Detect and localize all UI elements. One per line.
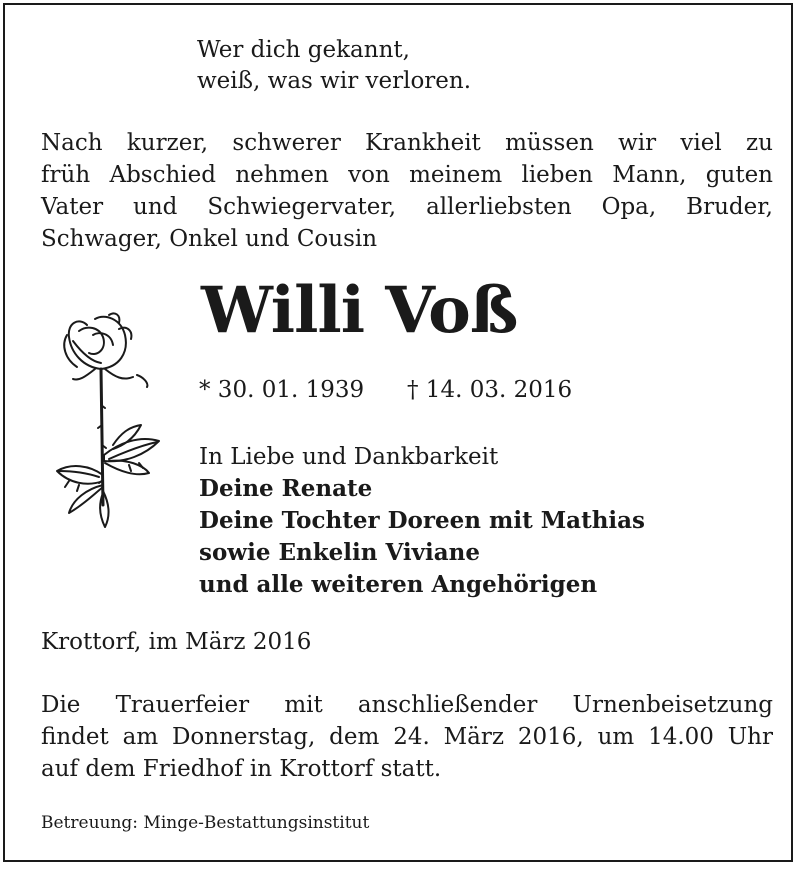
- intro-line-3: Vater und Schwiegervater, allerliebsten Opa, Bruder,: [41, 194, 773, 220]
- intro-line-2: früh Abschied nehmen von meinem lieben Mann, guten: [41, 162, 773, 188]
- funeral-line-2: findet am Donnerstag, dem 24. März 2016, um 14.00 Uhr: [41, 724, 773, 750]
- place-date: Krottorf, im März 2016: [41, 629, 312, 655]
- death-date: † 14. 03. 2016: [407, 377, 573, 403]
- intro-text: [41, 127, 773, 255]
- mourner-line: sowie Enkelin Viviane: [199, 539, 481, 566]
- funeral-text: [41, 689, 773, 785]
- footer-credit: Betreuung: Minge-Bestattungsinstitut: [41, 813, 370, 833]
- mourner-line: Deine Tochter Doreen mit Mathias: [199, 507, 646, 534]
- mourner-line: und alle weiteren Angehörigen: [199, 571, 598, 598]
- motto-line-1: Wer dich gekannt,: [197, 37, 410, 63]
- intro-line-1: Nach kurzer, schwerer Krankheit müssen wir viel zu: [41, 130, 773, 156]
- funeral-line-3: auf dem Friedhof in Krottorf statt.: [41, 756, 442, 782]
- rose-icon: [49, 305, 167, 535]
- notice-frame: [3, 3, 793, 862]
- funeral-line-1: Die Trauerfeier mit anschließender Urnenbeisetzung: [41, 692, 773, 718]
- intro-line-4: Schwager, Onkel und Cousin: [41, 226, 378, 252]
- mourner-line: Deine Renate: [199, 475, 373, 502]
- mourners-block: [199, 441, 645, 601]
- mourners-intro: In Liebe und Dankbarkeit: [199, 444, 499, 470]
- motto-line-2: weiß, was wir verloren.: [197, 68, 472, 94]
- deceased-name: Willi Voß: [201, 273, 518, 348]
- birth-date: * 30. 01. 1939: [199, 377, 365, 403]
